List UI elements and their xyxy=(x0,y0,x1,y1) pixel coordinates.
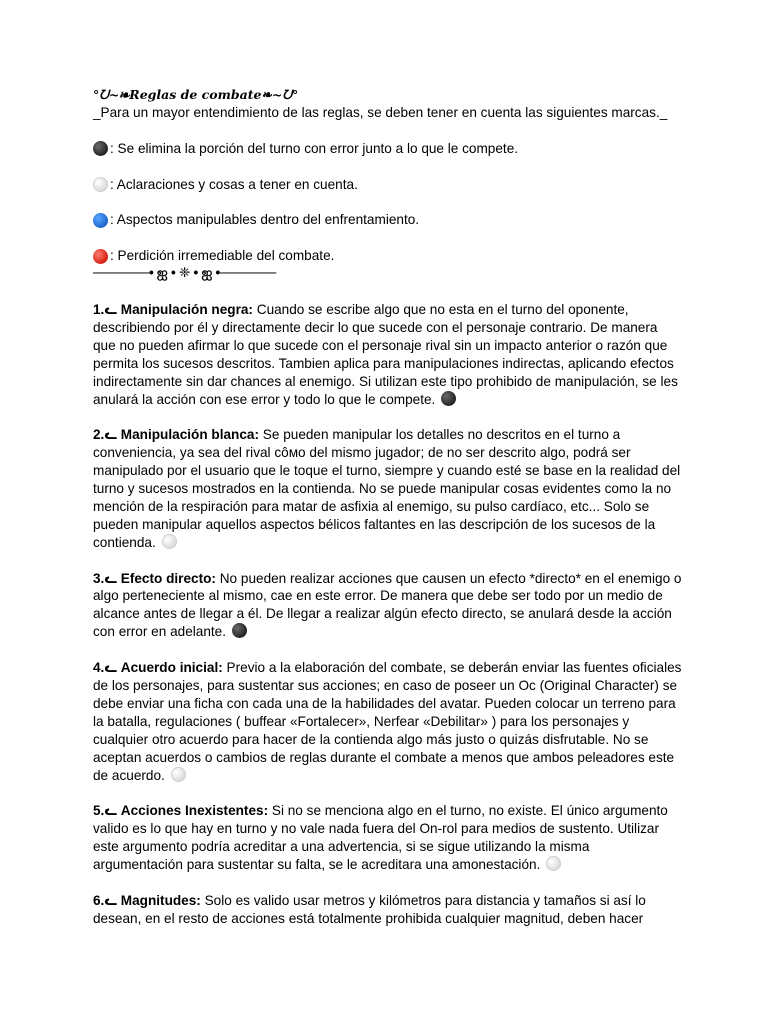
marker-black xyxy=(93,140,683,158)
marker-white xyxy=(93,176,683,194)
rule-heading: Manipulación blanca: xyxy=(120,427,260,443)
rule-body: Si no se menciona algo en el turno, no existe. El único argumento valido es lo que hay en turno y no vale nada fuera del On-rol para medios de sustento. Utilizar este argumento podría acreditar a una advertencia, si se sigue utilizando la misma argumentación para sustentar su falta, se le acreditara una amonestación. xyxy=(93,803,668,873)
rule-4 xyxy=(93,659,683,784)
rule-number: 5.ᓚ xyxy=(93,803,117,819)
rule-number: 1.ᓚ xyxy=(93,301,117,317)
rule-number: 4.ᓚ xyxy=(93,660,117,676)
section-divider: ──────• ஐ • ❈ • ஐ •────── xyxy=(93,265,276,281)
black-circle-icon xyxy=(232,623,247,638)
rule-number: 3.ᓚ xyxy=(93,570,117,586)
rule-body: Previo a la elaboración del combate, se deberán enviar las fuentes oficiales de los personajes, para sustentar sus acciones; en caso de poseer un Oc (Original Character) se debe enviar una ficha con cada una de la habilidades del avatar. Pueden colocar un terreno para la batalla, regulaciones ( buffear «Fortalecer», Nerfear «Debilitar» ) para los personajes y cualquier otro acuerdo para hacer de la contienda algo más justo o quizás disfrutable. No se aceptan acuerdos o cambios de reglas durante el combate a menos que ambos peleadores este de acuerdo. xyxy=(93,660,682,783)
rule-1 xyxy=(93,301,683,408)
rule-heading: Magnitudes: xyxy=(120,892,201,908)
rule-heading: Manipulación negra: xyxy=(120,301,253,317)
rule-body: Solo es valido usar metros y kilómetros para distancia y tamaños si así lo desean, en el resto de acciones está totalmente prohibida cualquier magnitud, deben hacer xyxy=(93,892,646,926)
rule-2 xyxy=(93,426,683,551)
rule-number: 2.ᓚ xyxy=(93,427,117,443)
marker-black-text: : Se elimina la porción del turno con error junto a lo que le compete. xyxy=(110,140,519,156)
intro-text: _Para un mayor entendimiento de las reglas, se deben tener en cuenta las siguientes marcas._ xyxy=(93,105,668,120)
document-page xyxy=(93,86,683,928)
rules-list xyxy=(93,301,683,928)
rule-heading: Acciones Inexistentes: xyxy=(120,803,269,819)
marker-white-text: : Aclaraciones y cosas a tener en cuenta. xyxy=(110,176,358,192)
rule-number: 6.ᓚ xyxy=(93,892,117,908)
red-circle-icon xyxy=(93,249,108,264)
rule-body: No pueden realizar acciones que causen un efecto *directo* en el enemigo o algo perteneciente al mismo, cae en este error. De manera que debe ser todo por un medio de alcance antes de llegar a él. De llegar a realizar algún efecto directo, se anulará desde la acción con error en adelante. xyxy=(93,570,682,640)
white-circle-icon xyxy=(171,767,186,782)
rule-body: Se pueden manipular los detalles no descritos en el turno a conveniencia, ya sea del rival côмо del mismo jugador; de no ser descrito algo, podrá ser manipulado por el usuario que le toque el turno, siempre y cuando esté se base en la realidad del turno y sucesos mostrados en la contienda. No se puede manipular cosas evidentes como la no mención de la respiración para matar de asfixia al enemigo, su pulso cardíaco, etc... Solo se pueden manipular aquellos aspectos bélicos faltantes en las descripción de los sucesos de la contienda. xyxy=(93,427,681,550)
black-circle-icon xyxy=(441,391,456,406)
rule-heading: Efecto directo: xyxy=(120,570,216,586)
white-circle-icon xyxy=(93,177,108,192)
marker-red-text: : Perdición irremediable del combate. xyxy=(110,248,335,264)
blue-circle-icon xyxy=(93,213,108,228)
rule-body: Cuando se escribe algo que no esta en el turno del oponente, describiendo por él y directamente decir lo que sucede con el personaje contrario. De manera que no pueden afirmar lo que sucede con el personaje rival sin un impacto anterior o razón que permita los sucesos descritos. Tambien aplica para manipulaciones indirectas, aplicando efectos indirectamente sin dar chances al enemigo. Si utilizan este tipo prohibido de manipulación, se les anulará la acción con ese error y todo lo que le compete. xyxy=(93,301,678,407)
rule-5 xyxy=(93,802,683,874)
page-title: °ᘢ~❧Reglas de combate❧~ᘢ° xyxy=(93,87,299,102)
white-circle-icon xyxy=(162,534,177,549)
marker-red xyxy=(93,247,683,265)
rule-6 xyxy=(93,892,683,928)
white-circle-icon xyxy=(546,856,561,871)
black-circle-icon xyxy=(93,141,108,156)
marker-blue xyxy=(93,211,683,229)
marker-blue-text: : Aspectos manipulables dentro del enfrentamiento. xyxy=(110,212,420,228)
rule-3 xyxy=(93,570,683,642)
rule-heading: Acuerdo inicial: xyxy=(120,660,223,676)
